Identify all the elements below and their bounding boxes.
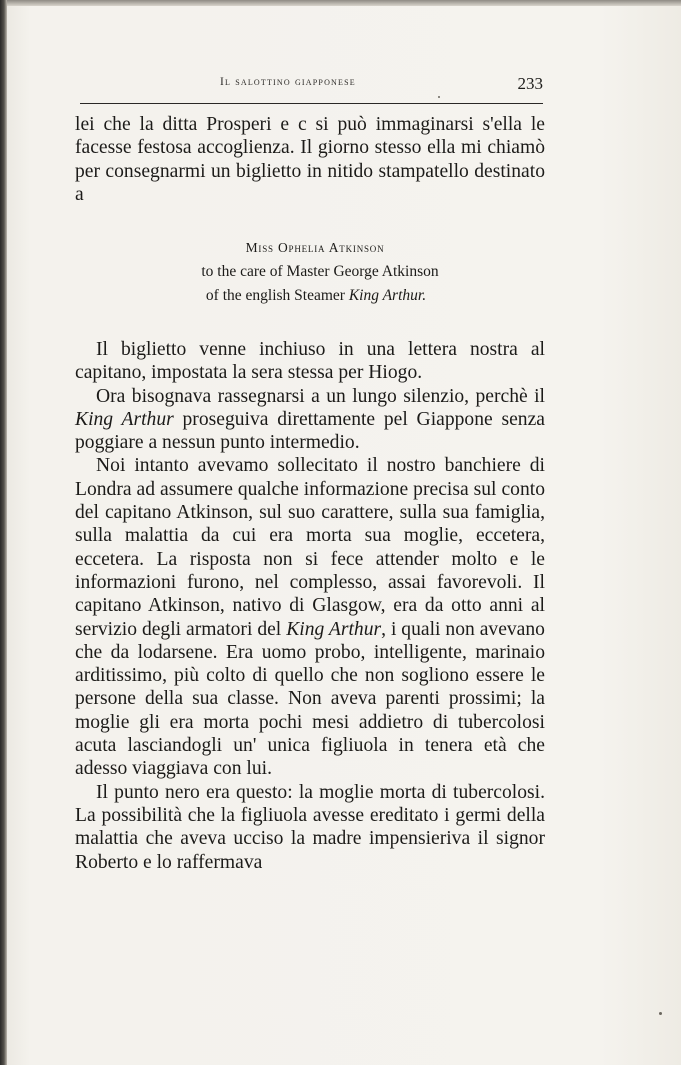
running-title: Il salottino giapponese bbox=[220, 76, 356, 88]
paper-speck bbox=[659, 1012, 662, 1015]
page-header bbox=[75, 74, 543, 98]
page-top-edge bbox=[0, 0, 681, 6]
paragraph-inquiry bbox=[75, 454, 545, 780]
paragraph-inquiry-part1: Noi intanto avevamo sollecitato il nostro banchiere di Londra ad assumere qualche informazione precisa sul conto del capitano Atkinson, sul suo carattere, sulla sua famiglia, sulla malattia da cui era morta sua moglie, eccetera, eccetera. La risposta non si fece attender molto e le informazioni furono, nel complesso, assai favorevoli. Il capitano Atkinson, nativo di Glasgow, era da otto anni al servizio degli armatori del bbox=[75, 455, 545, 640]
paper-speck bbox=[438, 96, 440, 98]
address-ship-name: King Arthur. bbox=[348, 287, 427, 304]
ship-name-inline: King Arthur bbox=[75, 408, 174, 430]
ship-name-inline-2: King Arthur bbox=[286, 618, 382, 640]
paragraph-silence-part2: proseguiva direttamente pel Giappone senza poggiare a nessun punto intermedio. bbox=[75, 408, 545, 454]
paragraph-dark-point: Il punto nero era questo: la moglie morta di tubercolosi. La possibilità che la figliuola avesse ereditato i germi della malattia che aveva ucciso la madre impensieriva il signor Roberto e lo raffermava bbox=[75, 781, 545, 873]
paragraph-letter-sent: Il biglietto venne inchiuso in una lettera nostra al capitano, impostata la sera stessa per Hiogo. bbox=[75, 339, 545, 384]
address-recipient: Miss Ophelia Atkinson bbox=[245, 240, 385, 255]
page-binding-edge bbox=[0, 0, 7, 1065]
paragraph-silence-part1: Ora bisognava rassegnarsi a un lungo silenzio, perchè il bbox=[96, 385, 545, 407]
address-care-of: to the care of Master George Atkinson bbox=[201, 263, 439, 280]
page-number: 233 bbox=[517, 74, 543, 93]
address-block bbox=[75, 236, 545, 308]
opening-paragraph: lei che la ditta Prosperi e c si può immaginarsi s'ella le facesse festosa accoglienza. Il giorno stesso ella mi chiamò per consegnarmi un biglietto in nitido stampatello destinato a bbox=[75, 114, 545, 205]
opening-paragraph-block bbox=[75, 113, 545, 206]
address-ship-line bbox=[87, 284, 545, 308]
paragraph-inquiry-part2: , i quali non avevano che da lodarsene. Era uomo probo, intelligente, marinaio arditissimo, più colto di quello che non sogliono essere le persone della sua classe. Non aveva parenti prossimi; la moglie gli era morta pochi mesi addietro di tubercolosi acuta lasciandogli un' unica figliuola in tenera età che adesso viaggiava con lui. bbox=[75, 618, 545, 780]
paragraph-silence bbox=[75, 385, 545, 455]
address-ship-prefix: of the english Steamer bbox=[205, 287, 345, 304]
header-rule bbox=[80, 103, 543, 104]
main-text-block bbox=[75, 338, 545, 874]
